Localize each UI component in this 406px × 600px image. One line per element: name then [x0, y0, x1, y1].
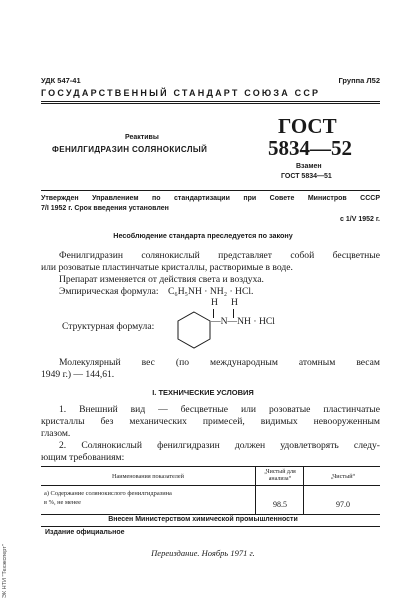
udk-code: УДК 547-41	[41, 76, 81, 85]
header-rule-bottom	[41, 103, 380, 104]
side-watermark: ЭК НТИ "Техэксперт"	[2, 544, 8, 598]
table-vline-1	[255, 466, 256, 515]
table-cell-name-line-2: в %, не менее	[44, 499, 81, 506]
header-rule-top	[41, 101, 380, 102]
section-heading: I. ТЕХНИЧЕСКИЕ УСЛОВИЯ	[152, 388, 254, 397]
table-cell-pure-analysis: 98.5	[273, 500, 287, 509]
approval-line-1: Утвержден Управлением по стандартизации при Совете Министров СССР	[41, 195, 380, 202]
intro-line-1: Фенилгидразин солянокислый представляет собой бесцветные	[59, 250, 380, 261]
intro-line-2: или розоватые пластинчатые кристаллы, растворимые в воде.	[41, 262, 293, 273]
molecular-weight-line-2: 1949 г.) — 144,61.	[41, 369, 115, 380]
standard-title: ГОСУДАРСТВЕННЫЙ СТАНДАРТ СОЮЗА ССР	[41, 88, 321, 98]
official-edition: Издание официальное	[45, 529, 125, 536]
table-vline-2	[303, 466, 304, 515]
structural-formula-label: Структурная формула:	[62, 321, 155, 332]
empirical-formula-label: Эмпирическая формула:	[59, 286, 159, 297]
title-block-rule	[41, 190, 380, 191]
effective-date: с 1/V 1952 г.	[340, 216, 380, 223]
product-name: ФЕНИЛГИДРАЗИН СОЛЯНОКИСЛЫЙ	[52, 145, 208, 154]
category-label: Реактивы	[125, 134, 159, 141]
structural-chain: —N—NH · HCl	[211, 316, 275, 327]
table-header-pure: „Чистый“	[330, 473, 356, 480]
group-code: Группа Л52	[338, 76, 380, 85]
item2-line-1: 2. Солянокислый фенилгидразин должен удовлетворять следу-	[59, 440, 380, 451]
item1-line-2: кристаллы без механических примесей, видимых невооруженным	[41, 416, 380, 427]
gost-number: 5834—52	[268, 136, 352, 160]
replaces-label: Взамен	[296, 163, 322, 170]
legal-warning: Несоблюдение стандарта преследуется по закону	[113, 231, 293, 240]
item1-line-3: глазом.	[41, 428, 71, 439]
table-row	[44, 489, 172, 507]
publisher-note: Внесен Министерством химической промышленности	[108, 516, 298, 523]
reprint-note: Переиздание. Ноябрь 1971 г.	[151, 548, 255, 558]
item2-line-2: ющим требованиям:	[41, 452, 125, 463]
item1-line-1: 1. Внешний вид — бесцветные или розоватые пластинчатые	[59, 404, 380, 415]
benzene-ring-icon	[176, 310, 212, 350]
approval-line-2: 7/I 1952 г. Срок введения установлен	[41, 205, 169, 212]
table-header-rule	[41, 485, 380, 486]
table-header-name: Наименования показателей	[112, 473, 184, 480]
table-rule-top	[41, 466, 380, 467]
structural-h1: H	[211, 297, 218, 308]
empirical-formula: C₆H₅NH · NH₂ · HCl.	[168, 286, 254, 297]
table-header-pure-analysis: „Чистый для анализа“	[264, 469, 296, 482]
replaces-number: ГОСТ 5834—51	[281, 173, 332, 180]
structural-h2: H	[231, 297, 238, 308]
molecular-weight-line-1: Молекулярный вес (по международным атомным весам	[59, 357, 380, 368]
table-cell-name-line-1: а) Содержание солянокислого фенилгидразина	[44, 490, 172, 497]
table-rule-bottom	[41, 514, 380, 515]
footer-rule	[41, 526, 380, 527]
table-cell-pure: 97.0	[336, 500, 350, 509]
light-sensitivity-note: Препарат изменяется от действия света и воздуха.	[59, 274, 264, 285]
gost-label: ГОСТ	[278, 114, 337, 138]
